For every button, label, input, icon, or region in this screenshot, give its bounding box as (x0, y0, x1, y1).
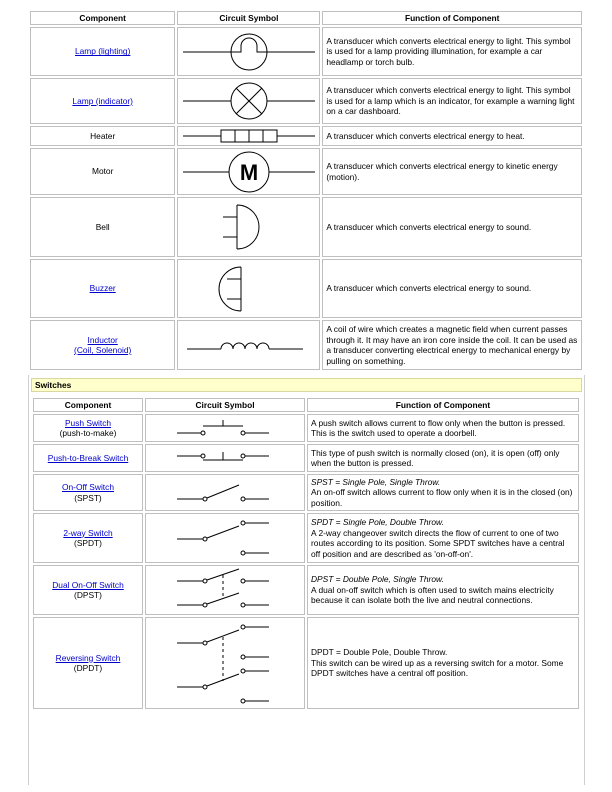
bell-icon (179, 199, 319, 255)
table-row (30, 259, 582, 318)
table-row (33, 513, 579, 563)
spdt-function: A 2-way changeover switch directs the flow of current to one of two routes according to its position. Some SPDT switches have a central off position and are described as 'on-off-on'. (311, 527, 565, 559)
table-header-row (30, 11, 582, 25)
dpdt-function-title: DPDT = Double Pole, Double Throw. (311, 647, 448, 658)
inductor-link[interactable]: Inductor (87, 334, 118, 345)
header-symbol: Circuit Symbol (145, 398, 305, 412)
dpst-switch-icon (147, 567, 303, 613)
lamp-lighting-function: A transducer which converts electrical energy to light. This symbol is used for a lamp providing illumination, for example a car headlamp or torch bulb. (322, 27, 582, 76)
reversing-switch-sub: (DPDT) (73, 663, 103, 673)
buzzer-function: A transducer which converts electrical energy to sound. (322, 259, 582, 318)
push-switch-link[interactable]: Push Switch (64, 417, 112, 428)
table-header-row (33, 398, 579, 412)
table-row (30, 126, 582, 146)
spst-switch-icon (147, 477, 303, 509)
dpst-function: A dual on-off switch which is often used to switch mains electricity because it can isolate both the live and neutral connections. (311, 584, 554, 606)
heater-icon (179, 128, 319, 144)
two-way-switch-sub: (SPDT) (74, 538, 102, 548)
bell-function: A transducer which converts electrical energy to sound. (322, 197, 582, 257)
spdt-function-title: SPDT = Single Pole, Double Throw. (311, 517, 444, 527)
inductor-sub-link[interactable]: (Coil, Solenoid) (74, 345, 132, 355)
table-row (30, 320, 582, 370)
reversing-switch-link[interactable]: Reversing Switch (55, 652, 121, 663)
push-to-break-switch-icon (147, 446, 303, 470)
buzzer-icon (179, 261, 319, 317)
table-row (33, 565, 579, 615)
on-off-switch-sub: (SPST) (74, 492, 102, 503)
two-way-switch-link[interactable]: 2-way Switch (63, 527, 113, 538)
table-row (33, 444, 579, 472)
lamp-indicator-icon (179, 79, 319, 123)
heater-label: Heater (30, 126, 175, 146)
spst-function-title: SPST = Single Pole, Single Throw. (311, 476, 441, 487)
spst-function: An on-off switch allows current to flow only when it is in the closed (on) position. (311, 487, 573, 508)
push-switch-icon (147, 416, 303, 440)
switches-title: Switches (35, 380, 72, 390)
table-row (33, 414, 579, 442)
buzzer-link[interactable]: Buzzer (89, 283, 116, 294)
header-symbol: Circuit Symbol (177, 11, 320, 25)
lamp-lighting-icon (179, 30, 319, 74)
switches-title-bar (31, 378, 582, 392)
lamp-indicator-link[interactable]: Lamp (indicator) (72, 95, 133, 106)
switches-table (31, 396, 581, 711)
on-off-switch-link[interactable]: On-Off Switch (62, 482, 114, 492)
dpst-function-title: DPST = Double Pole, Single Throw. (311, 574, 444, 585)
push-to-break-function: This type of push switch is normally closed (on), it is open (off) only when the button is pressed. (307, 444, 579, 472)
motor-label: Motor (30, 148, 175, 195)
header-component: Component (30, 11, 175, 25)
dpdt-function: This switch can be wired up as a reversing switch for a motor. Some DPDT switches have a central off position. (311, 657, 564, 679)
table-row (30, 148, 582, 195)
header-component: Component (33, 398, 143, 412)
motor-symbol-letter: M (239, 159, 259, 185)
motor-icon (179, 150, 319, 194)
push-to-break-link[interactable]: Push-to-Break Switch (47, 452, 129, 463)
inductor-function: A coil of wire which creates a magnetic field when current passes through it. It may have an iron core inside the coil. It can be used as a transducer converting electrical energy to mechanical energy by pulling on something. (322, 320, 582, 370)
table-row (33, 474, 579, 511)
dual-on-off-link[interactable]: Dual On-Off Switch (52, 579, 124, 590)
motor-function: A transducer which converts electrical energy to kinetic energy (motion). (322, 148, 582, 195)
table-row (30, 197, 582, 257)
table-row (30, 78, 582, 124)
spdt-switch-icon (147, 515, 303, 561)
heater-function: A transducer which converts electrical energy to heat. (322, 126, 582, 146)
lamp-indicator-function: A transducer which converts electrical energy to light. This symbol is used for a lamp which is an indicator, for example a warning light on a car dashboard. (322, 78, 582, 124)
push-switch-function: A push switch allows current to flow only when the button is pressed. This is the switch used to operate a doorbell. (307, 414, 579, 442)
push-switch-sub: (push-to-make) (59, 428, 117, 438)
table-row (30, 27, 582, 76)
inductor-icon (179, 335, 319, 355)
lamp-lighting-link[interactable]: Lamp (lighting) (74, 46, 131, 57)
header-function: Function of Component (307, 398, 579, 412)
bell-label: Bell (30, 197, 175, 257)
components-table (28, 9, 584, 372)
dpdt-switch-icon (147, 619, 303, 707)
table-row (33, 617, 579, 709)
header-function: Function of Component (322, 11, 582, 25)
dual-on-off-sub: (DPST) (74, 590, 102, 600)
